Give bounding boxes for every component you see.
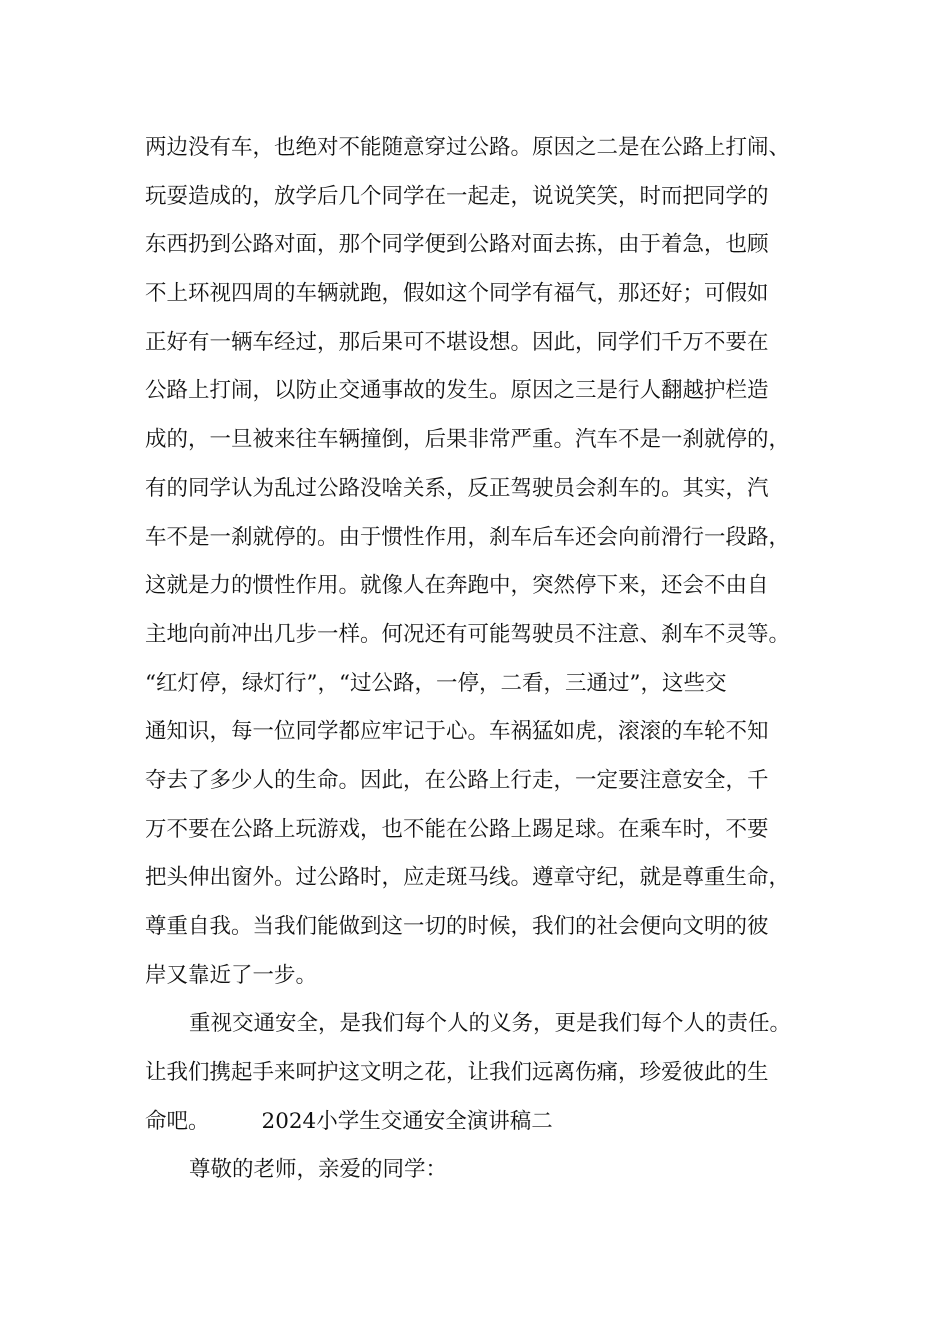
paragraph-ending: 命吧。 xyxy=(145,1108,210,1134)
text-line: 把头伸出窗外。过公路时，应走斑马线。遵章守纪，就是尊重生命， xyxy=(145,865,791,891)
text-line: 公路上打闹，以防止交通事故的发生。原因之三是行人翻越护栏造 xyxy=(145,378,769,404)
text-line: 玩耍造成的，放学后几个同学在一起走，说说笑笑，时而把同学的 xyxy=(145,183,769,209)
text-line: 主地向前冲出几步一样。何况还有可能驾驶员不注意、刹车不灵等。 xyxy=(145,621,791,647)
text-line: 通知识，每一位同学都应牢记于心。车祸猛如虎，滚滚的车轮不知 xyxy=(145,719,769,745)
text-line: 车不是一刹就停的。由于惯性作用，刹车后车还会向前滑行一段路， xyxy=(145,524,791,550)
text-line: 有的同学认为乱过公路没啥关系，反正驾驶员会刹车的。其实，汽 xyxy=(145,475,769,501)
text-line: “红灯停，绿灯行”，“过公路，一停，二看，三通过”，这些交 xyxy=(145,670,727,696)
text-line: 东西扔到公路对面，那个同学便到公路对面去拣，由于着急，也顾 xyxy=(145,232,769,258)
salutation: 尊敬的老师，亲爱的同学： xyxy=(189,1157,448,1183)
text-line: 正好有一辆车经过，那后果可不堪设想。因此，同学们千万不要在 xyxy=(145,329,769,355)
text-line: 不上环视四周的车辆就跑，假如这个同学有福气，那还好；可假如 xyxy=(145,281,769,307)
text-line: 重视交通安全，是我们每个人的义务，更是我们每个人的责任。 xyxy=(189,1011,792,1037)
text-line: 两边没有车，也绝对不能随意穿过公路。原因之二是在公路上打闹、 xyxy=(145,135,791,160)
section-title: 2024小学生交通安全演讲稿二 xyxy=(261,1108,553,1134)
text-line: 夺去了多少人的生命。因此，在公路上行走，一定要注意安全，千 xyxy=(145,767,769,793)
text-line: 让我们携起手来呵护这文明之花，让我们远离伤痛，珍爱彼此的生 xyxy=(145,1060,769,1086)
text-line: 成的，一旦被来往车辆撞倒，后果非常严重。汽车不是一刹就停的， xyxy=(145,427,791,453)
text-line: 这就是力的惯性作用。就像人在奔跑中，突然停下来，还会不由自 xyxy=(145,573,769,599)
text-line xyxy=(145,1098,845,1147)
text-line: 尊重自我。当我们能做到这一切的时候，我们的社会便向文明的彼 xyxy=(145,914,769,939)
text-line: 万不要在公路上玩游戏，也不能在公路上踢足球。在乘车时，不要 xyxy=(145,816,769,842)
text-line: 岸又靠近了一步。 xyxy=(145,962,318,988)
document-body xyxy=(145,124,845,1195)
